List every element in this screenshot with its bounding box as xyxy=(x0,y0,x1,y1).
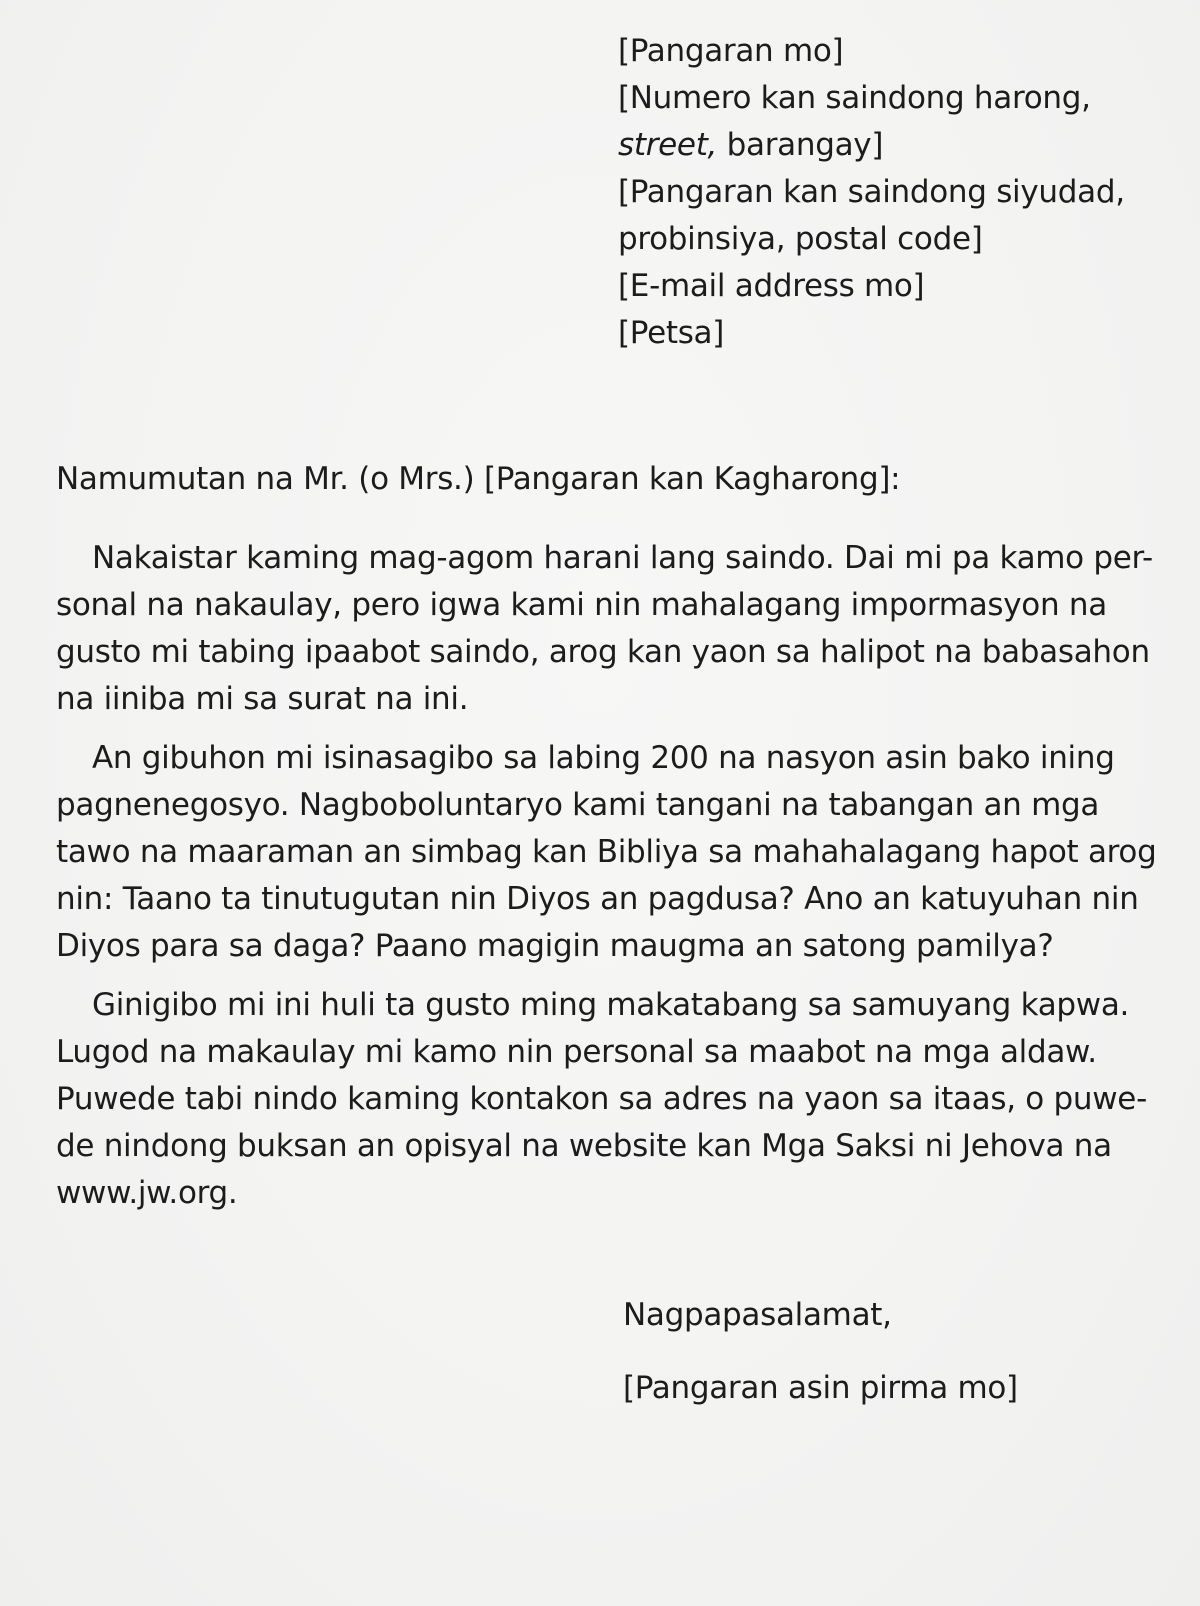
sender-address-line2-rest: barangay] xyxy=(717,127,884,163)
body-line: Ginigibo mi ini huli ta gusto ming makatabang sa samuyang kapwa. xyxy=(92,987,1130,1023)
signature-placeholder: [Pangaran asin pirma mo] xyxy=(623,1370,1018,1406)
body-paragraph-1 xyxy=(56,535,1153,723)
letter-body xyxy=(56,535,1157,1229)
sender-address-line1: [Numero kan saindong harong, xyxy=(618,80,1091,116)
body-paragraph-2 xyxy=(56,735,1157,970)
body-line: na iiniba mi sa surat na ini. xyxy=(56,681,469,717)
body-line: gusto mi tabing ipaabot saindo, arog kan yaon sa halipot na babasahon xyxy=(56,634,1150,670)
body-line: sonal na nakaulay, pero igwa kami nin mahalagang impormasyon na xyxy=(56,587,1107,623)
body-line: nin: Taano ta tinutugutan nin Diyos an pagdusa? Ano an katuyuhan nin xyxy=(56,881,1139,917)
sender-email: [E-mail address mo] xyxy=(618,268,925,304)
letter-date: [Petsa] xyxy=(618,315,725,351)
sender-city-line1: [Pangaran kan saindong siyudad, xyxy=(618,174,1125,210)
body-line: Nakaistar kaming mag-agom harani lang saindo. Dai mi pa kamo per- xyxy=(92,540,1153,576)
sender-city-line2: probinsiya, postal code] xyxy=(618,221,983,257)
closing: Nagpapasalamat, xyxy=(623,1297,892,1333)
body-line: Lugod na makaulay mi kamo nin personal sa maabot na mga aldaw. xyxy=(56,1034,1097,1070)
body-line: de nindong buksan an opisyal na website kan Mga Saksi ni Jehova na xyxy=(56,1128,1112,1164)
body-line: tawo na maaraman an simbag kan Bibliya sa mahahalagang hapot arog xyxy=(56,834,1157,870)
salutation: Namumutan na Mr. (o Mrs.) [Pangaran kan Kagharong]: xyxy=(56,461,901,497)
sender-address-line2 xyxy=(618,122,1125,169)
sender-address-block xyxy=(618,28,1125,357)
sender-name: [Pangaran mo] xyxy=(618,33,844,69)
body-paragraph-3 xyxy=(56,982,1146,1217)
body-line: www.jw.org. xyxy=(56,1175,238,1211)
street-italic: street, xyxy=(618,127,718,163)
body-line: An gibuhon mi isinasagibo sa labing 200 na nasyon asin bako ining xyxy=(92,740,1115,776)
body-line: Puwede tabi nindo kaming kontakon sa adres na yaon sa itaas, o puwe- xyxy=(56,1081,1147,1117)
body-line: Diyos para sa daga? Paano magigin maugma an satong pamilya? xyxy=(56,928,1054,964)
body-line: pagnenegosyo. Nagboboluntaryo kami tangani na tabangan an mga xyxy=(56,787,1100,823)
